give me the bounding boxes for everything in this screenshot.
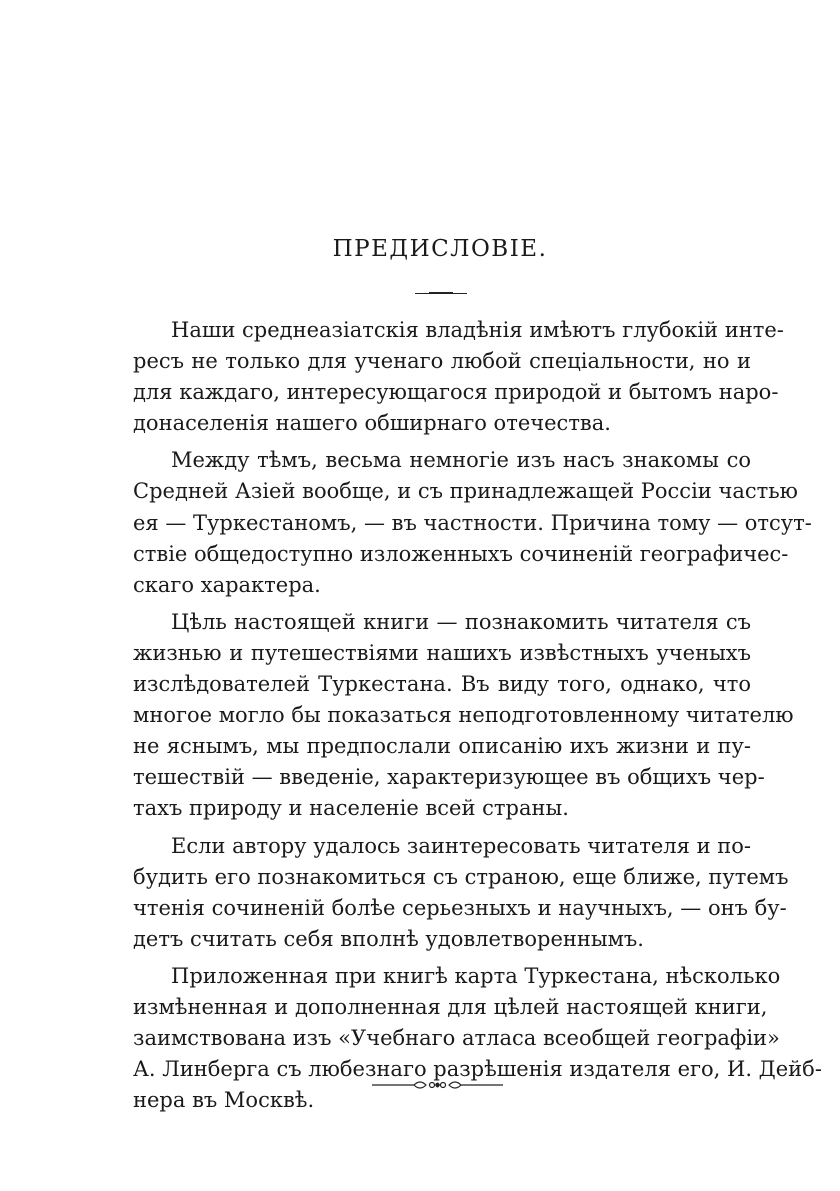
text-line: ресъ не только для ученаго любой спеціальности, но и xyxy=(133,349,751,374)
text-line: Приложенная при книгѣ карта Туркестана, нѣсколько xyxy=(171,963,781,988)
text-line: тахъ природу и населеніе всей страны. xyxy=(133,796,569,821)
paragraph xyxy=(133,315,784,439)
text-line: А. Линберга съ любезнаго разрѣшенія издателя его, И. Дейб- xyxy=(133,1057,822,1082)
text-line: нера въ Москвѣ. xyxy=(133,1088,315,1113)
text-line: ея — Туркестаномъ, — въ частности. Причина тому — отсут- xyxy=(133,510,812,535)
text-line: Если автору удалось заинтересовать читателя и по- xyxy=(171,833,751,858)
paragraph xyxy=(133,445,812,600)
text-line: Между тѣмъ, весьма немногіе изъ насъ знакомы со xyxy=(171,448,751,473)
text-line: для каждаго, интересующагося природой и бытомъ наро- xyxy=(133,380,779,405)
text-line: изслѣдователей Туркестана. Въ виду того, однако, что xyxy=(133,672,751,697)
text-line: скаго характера. xyxy=(133,572,321,597)
text-line: Наши среднеазіатскія владѣнія имѣютъ глубокій инте- xyxy=(171,318,784,342)
text-line: ствіе общедоступно изложенныхъ сочиненій географичес- xyxy=(133,541,789,566)
text-line: не яснымъ, мы предпослали описанію ихъ жизни и пу- xyxy=(133,734,751,759)
text-line: измѣненная и дополненная для цѣлей настоящей книги, xyxy=(133,994,768,1019)
text-line: тешествій — введеніе, характеризующее въ общихъ чер- xyxy=(133,765,765,790)
paragraph xyxy=(133,607,794,825)
text-line: будить его познакомиться съ страною, еще ближе, путемъ xyxy=(133,864,789,889)
text-line: заимствована изъ «Учебнаго атласа всеобщей географіи» xyxy=(133,1026,780,1051)
text-line: многое могло бы показаться неподготовленному читателю xyxy=(133,703,794,728)
preface-body xyxy=(133,315,822,1122)
text-line: Цѣль настоящей книги — познакомить читателя съ xyxy=(171,609,751,634)
text-line: детъ считать себя вполнѣ удовлетвореннымъ. xyxy=(133,926,644,951)
text-line: Средней Азіей вообще, и съ принадлежащей Россіи частью xyxy=(133,479,798,504)
title-divider xyxy=(415,293,467,294)
text-line: жизнью и путешествіями нашихъ извѣстныхъ ученыхъ xyxy=(133,640,751,665)
text-line: донаселенія нашего обширнаго отечества. xyxy=(133,411,611,436)
paragraph xyxy=(133,831,789,955)
page-title: ПРЕДИСЛОВІЕ. xyxy=(332,236,548,262)
end-ornament-icon xyxy=(370,1075,505,1095)
text-line: чтенія сочиненій болѣе серьезныхъ и научныхъ, — онъ бу- xyxy=(133,895,787,920)
